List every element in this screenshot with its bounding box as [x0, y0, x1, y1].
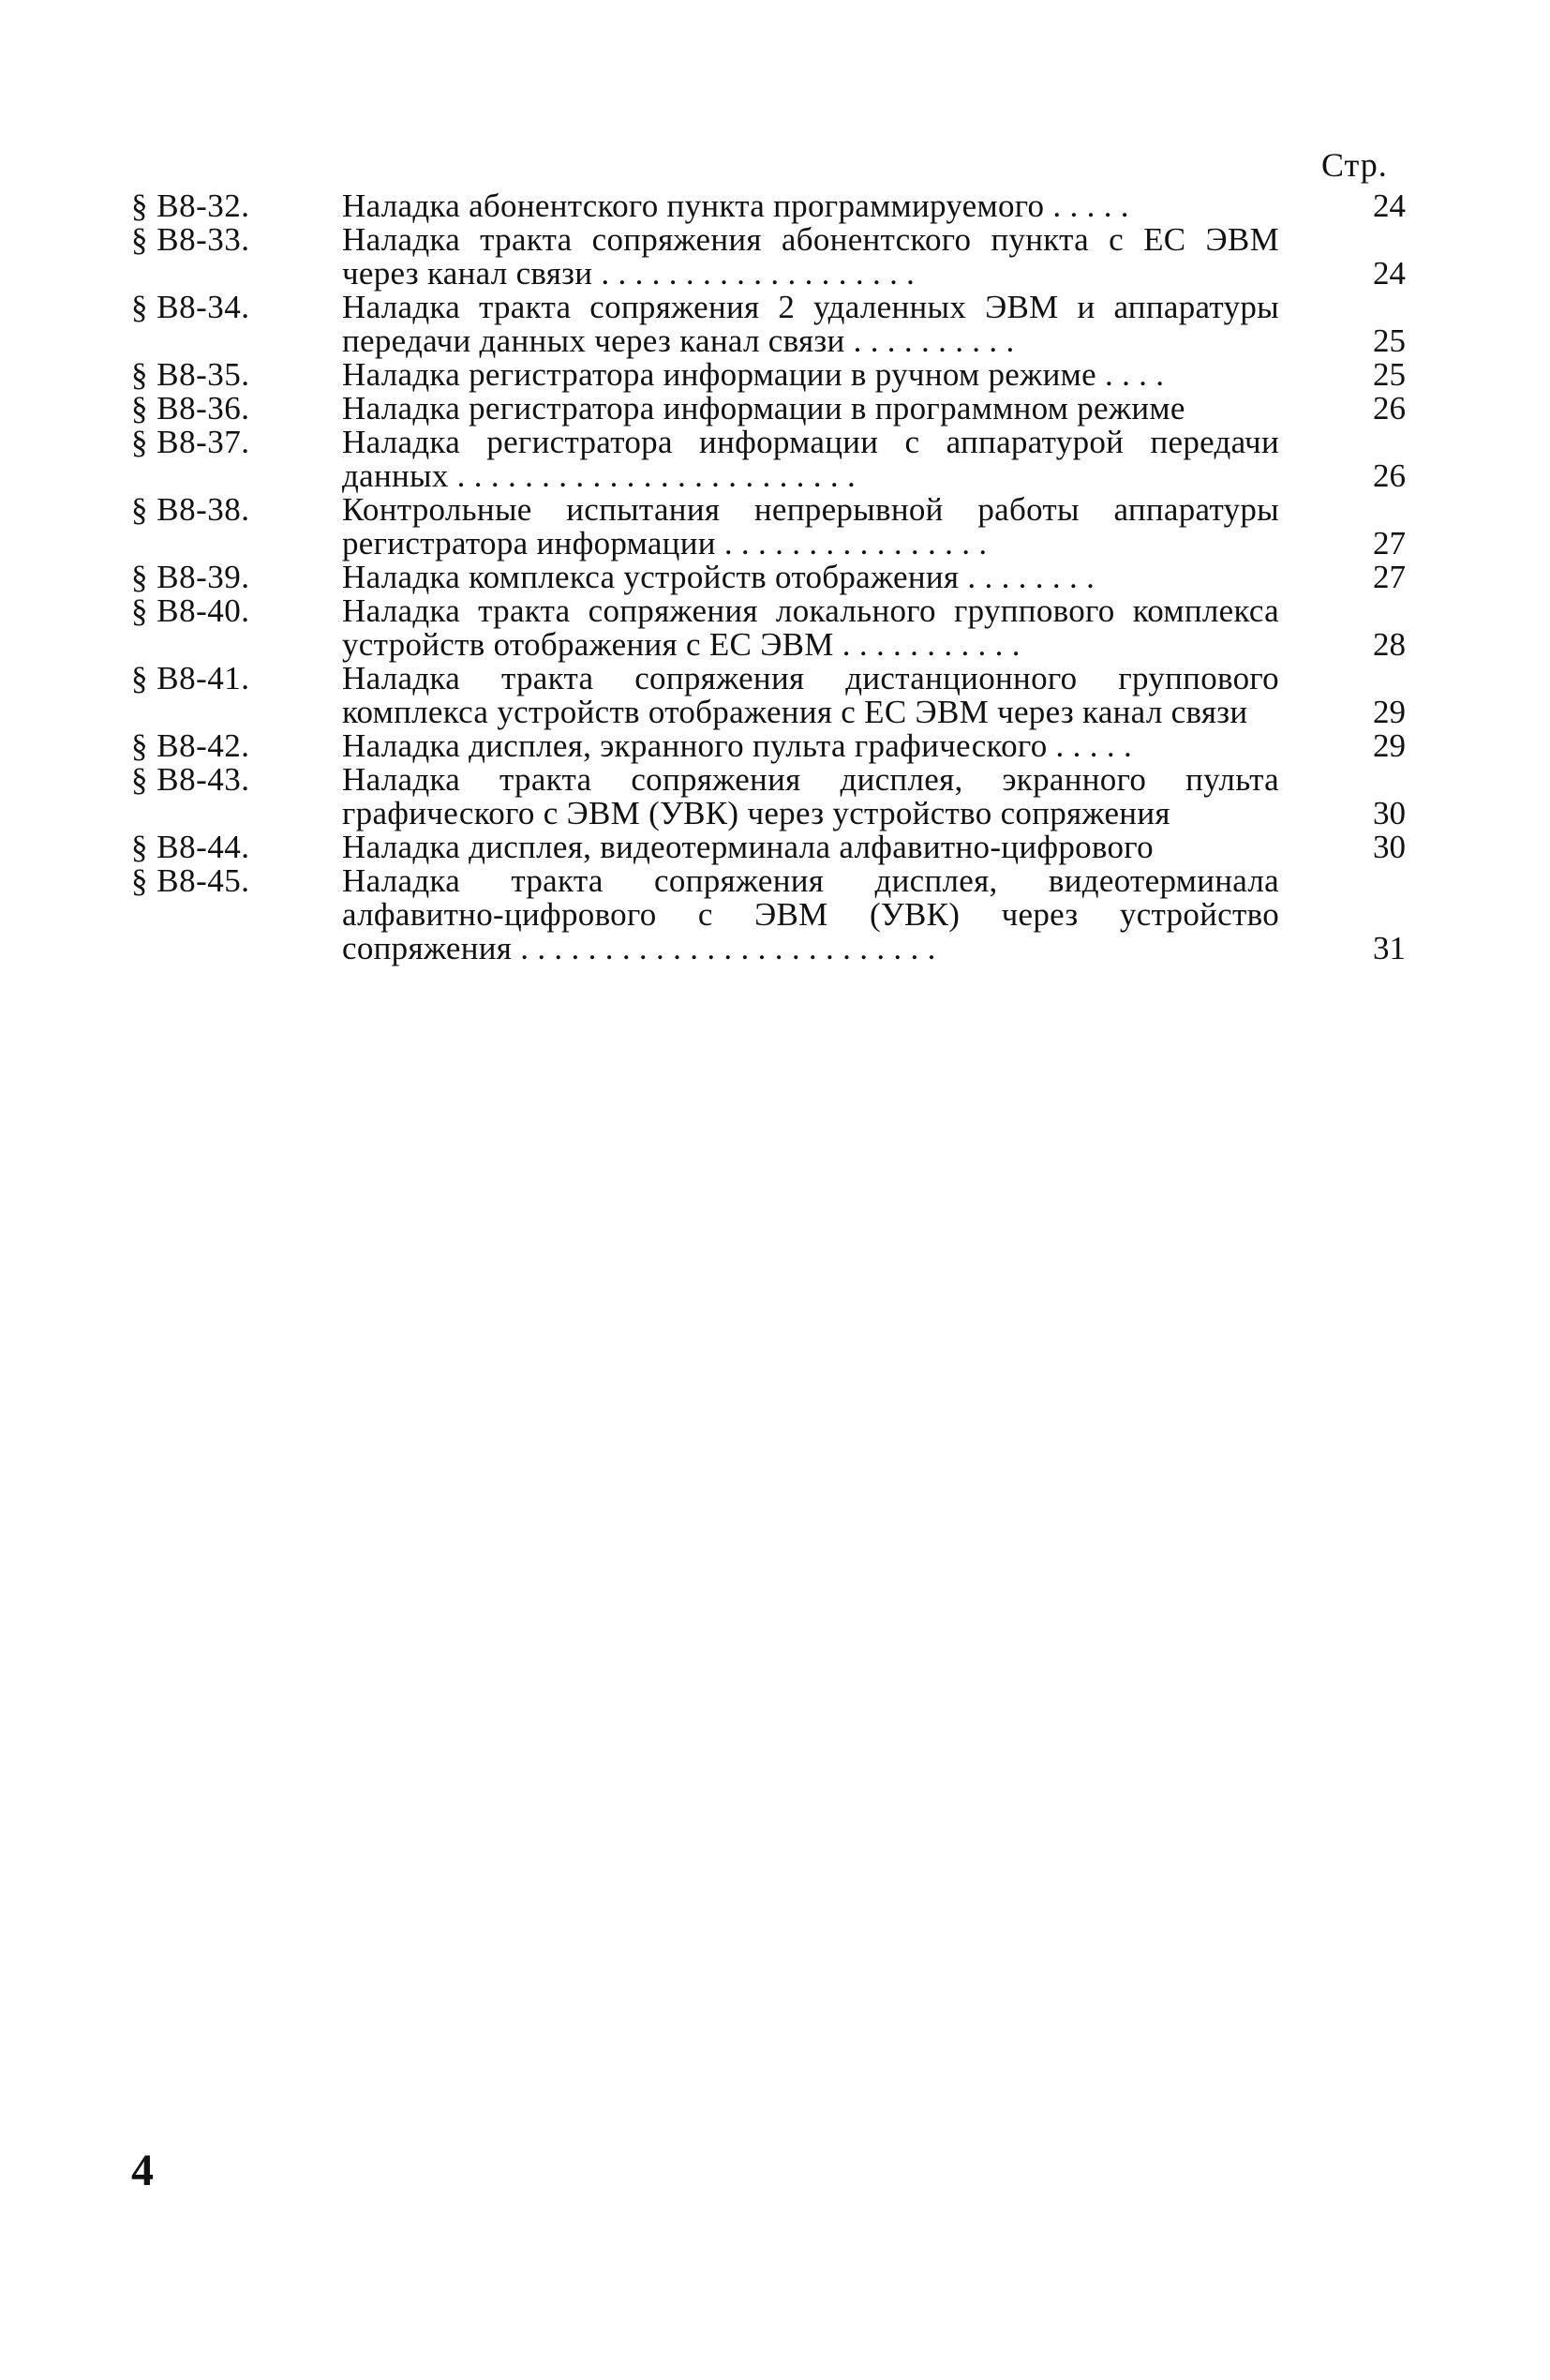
section-number: § В8-35.: [131, 356, 250, 393]
section-title: Наладка комплекса устройств отображения . . . . . . . .: [342, 559, 1095, 595]
page-ref: 30: [1373, 829, 1406, 865]
section-number: § В8-38.: [131, 491, 250, 528]
section-title: Контрольные испытания непрерывной работы аппаратуры регистратора информации . . . . . . . . . . . . . . . .: [342, 491, 1279, 561]
page-ref: 27: [1373, 559, 1406, 595]
page-ref: 27: [1373, 525, 1406, 561]
section-title: Наладка тракта сопряжения абонентского пункта с ЕС ЭВМ через канал связи . . . . . . . . . . . . . . . . . . .: [342, 221, 1279, 292]
section-number: § В8-34.: [131, 289, 250, 325]
section-number: § В8-32.: [131, 187, 250, 224]
section-number: § В8-42.: [131, 727, 250, 764]
section-title: Наладка тракта сопряжения локального группового комплекса устройств отображения с ЕС ЭВМ . . . . . . . . . . .: [342, 592, 1279, 663]
page-ref: 26: [1373, 390, 1406, 427]
section-title: Наладка тракта сопряжения дисплея, видеотерминала алфавитно-цифрового с ЭВМ (УВК) через устройство сопряжения . . . . . . . . . . . . . . . . . . . . . . . . .: [342, 862, 1279, 966]
toc-entry: [131, 864, 1406, 965]
page-ref: 25: [1373, 356, 1406, 393]
section-title: Наладка регистратора информации в ручном режиме . . . .: [342, 356, 1165, 393]
toc-entry: [131, 561, 1406, 594]
toc-entry: [131, 662, 1406, 729]
toc-entry: [131, 392, 1406, 426]
toc-entry: [131, 493, 1406, 561]
section-title: Наладка тракта сопряжения дистанционного группового комплекса устройств отображения с ЕС ЭВМ через канал связи: [342, 660, 1279, 730]
toc-entry: [131, 594, 1406, 662]
toc-entry: [131, 831, 1406, 864]
page-ref: 26: [1373, 457, 1406, 494]
page-ref: 24: [1373, 187, 1406, 224]
section-number: § В8-33.: [131, 221, 250, 258]
page-ref: 24: [1373, 255, 1406, 292]
page-ref: 28: [1373, 626, 1406, 663]
toc-entry: [131, 291, 1406, 358]
section-number: § В8-36.: [131, 390, 250, 427]
toc-entry: [131, 189, 1406, 223]
toc-entry: [131, 358, 1406, 392]
section-title: Наладка тракта сопряжения дисплея, экранного пульта графического с ЭВМ (УВК) через устройство сопряжения: [342, 761, 1279, 831]
section-number: § В8-37.: [131, 424, 250, 460]
section-title: Наладка регистратора информации с аппаратурой передачи данных . . . . . . . . . . . . . . . . . . . . . . . .: [342, 424, 1279, 494]
section-number: § В8-41.: [131, 660, 250, 696]
section-title: Наладка дисплея, экранного пульта графического . . . . .: [342, 727, 1132, 764]
section-title: Наладка абонентского пункта программируемого . . . . .: [342, 187, 1129, 224]
page-column-label: Стр.: [1321, 146, 1388, 184]
toc-entry: [131, 729, 1406, 763]
section-number: § В8-39.: [131, 559, 250, 595]
toc-entry: [131, 426, 1406, 493]
page-ref: 25: [1373, 322, 1406, 359]
toc-entry: [131, 223, 1406, 291]
section-number: § В8-43.: [131, 761, 250, 798]
section-title: Наладка дисплея, видеотерминала алфавитно-цифрового: [342, 829, 1154, 865]
section-number: § В8-40.: [131, 592, 250, 629]
table-of-contents: [131, 189, 1406, 965]
toc-entry: [131, 763, 1406, 831]
section-number: § В8-45.: [131, 862, 250, 899]
section-title: Наладка тракта сопряжения 2 удаленных ЭВМ и аппаратуры передачи данных через канал связи . . . . . . . . . .: [342, 289, 1279, 359]
page-number: 4: [131, 2146, 154, 2195]
page-ref: 29: [1373, 694, 1406, 730]
page-ref: 29: [1373, 727, 1406, 764]
page-ref: 30: [1373, 795, 1406, 831]
section-title: Наладка регистратора информации в программном режиме: [342, 390, 1185, 427]
page-ref: 31: [1373, 930, 1406, 966]
section-number: § В8-44.: [131, 829, 250, 865]
